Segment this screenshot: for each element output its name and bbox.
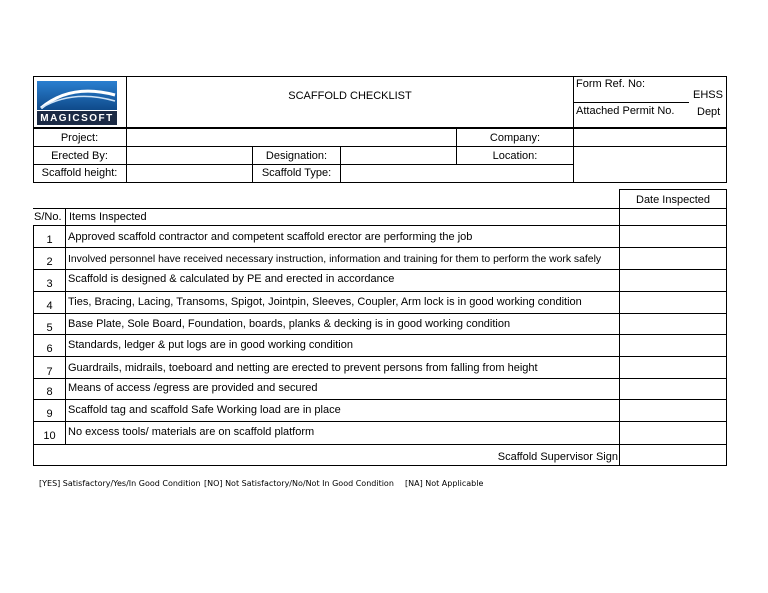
legend-yes: [YES] Satisfactory/Yes/In Good Condition [39, 479, 201, 488]
row-check-cell[interactable] [620, 226, 726, 247]
scaffold-type-field[interactable] [341, 165, 573, 182]
sno-header: S/No. [34, 211, 62, 223]
company-field[interactable] [574, 129, 726, 146]
attached-permit-label: Attached Permit No. [576, 105, 675, 117]
supervisor-sign-label: Scaffold Supervisor Sign [497, 451, 618, 463]
row-check-cell[interactable] [620, 357, 726, 378]
row-item-text: Guardrails, midrails, toeboard and netting are erected to prevent persons from falling from height [68, 362, 538, 374]
row-item-text: Involved personnel have received necessary instruction, information and training for them to perform the work safely [68, 254, 602, 265]
form-ref-underline [573, 102, 689, 103]
supervisor-sign-field[interactable] [620, 445, 726, 465]
page-title: SCAFFOLD CHECKLIST [288, 90, 412, 102]
row-item-text: Approved scaffold contractor and competent scaffold erector are performing the job [68, 231, 473, 243]
company-label: Company: [489, 132, 541, 144]
row-number: 9 [46, 408, 53, 420]
row-check-cell[interactable] [620, 248, 726, 269]
row-number: 3 [46, 278, 53, 290]
row-item-text: Scaffold is designed & calculated by PE and erected in accordance [68, 273, 395, 285]
project-label: Project: [60, 132, 99, 144]
date-inspected-label: Date Inspected [636, 194, 710, 206]
designation-label: Designation: [265, 150, 328, 162]
row-number: 8 [46, 386, 53, 398]
row-item-text: Base Plate, Sole Board, Foundation, boards, planks & decking is in good working condition [68, 318, 511, 330]
legend-na: [NA] Not Applicable [405, 479, 484, 488]
scaffold-height-label: Scaffold height: [41, 167, 118, 179]
erected-by-label: Erected By: [51, 150, 108, 162]
row-check-cell[interactable] [620, 422, 726, 444]
row-item-text: Scaffold tag and scaffold Safe Working load are in place [68, 404, 341, 416]
row-number: 4 [46, 300, 53, 312]
row-item-text: No excess tools/ materials are on scaffold platform [68, 426, 315, 438]
row-number: 7 [46, 366, 53, 378]
row-check-cell[interactable] [620, 314, 726, 334]
company-logo [37, 81, 117, 125]
row-number: 2 [46, 256, 53, 268]
erected-by-field[interactable] [127, 147, 252, 164]
dept-label: Dept [697, 106, 721, 118]
row-check-cell[interactable] [620, 292, 726, 313]
row-number: 1 [46, 234, 53, 246]
legend-no: [NO] Not Satisfactory/No/Not In Good Condition [204, 479, 394, 488]
scaffold-height-field[interactable] [127, 165, 252, 182]
items-header: Items Inspected [69, 211, 147, 223]
row-number: 6 [46, 343, 53, 355]
scaffold-type-label: Scaffold Type: [261, 167, 332, 179]
row-item-text: Ties, Bracing, Lacing, Transoms, Spigot, Jointpin, Sleeves, Coupler, Arm lock is in good working condition [68, 296, 582, 308]
row-check-cell[interactable] [620, 379, 726, 399]
project-field[interactable] [127, 129, 456, 146]
row-check-cell[interactable] [620, 335, 726, 356]
row-number: 10 [43, 430, 56, 442]
sno-col-line [65, 208, 66, 445]
location-label: Location: [492, 150, 538, 162]
logo-brand-text: MAGICSOFT [40, 113, 114, 124]
row-item-text: Means of access /egress are provided and secured [68, 382, 318, 394]
form-ref-label: Form Ref. No: [576, 78, 646, 90]
row-check-cell[interactable] [620, 270, 726, 291]
row-number: 5 [46, 322, 53, 334]
dept-code: EHSS [693, 89, 723, 101]
row-check-cell[interactable] [620, 400, 726, 421]
row-item-text: Standards, ledger & put logs are in good working condition [68, 339, 353, 351]
location-field[interactable] [574, 147, 726, 182]
designation-field[interactable] [341, 147, 456, 164]
